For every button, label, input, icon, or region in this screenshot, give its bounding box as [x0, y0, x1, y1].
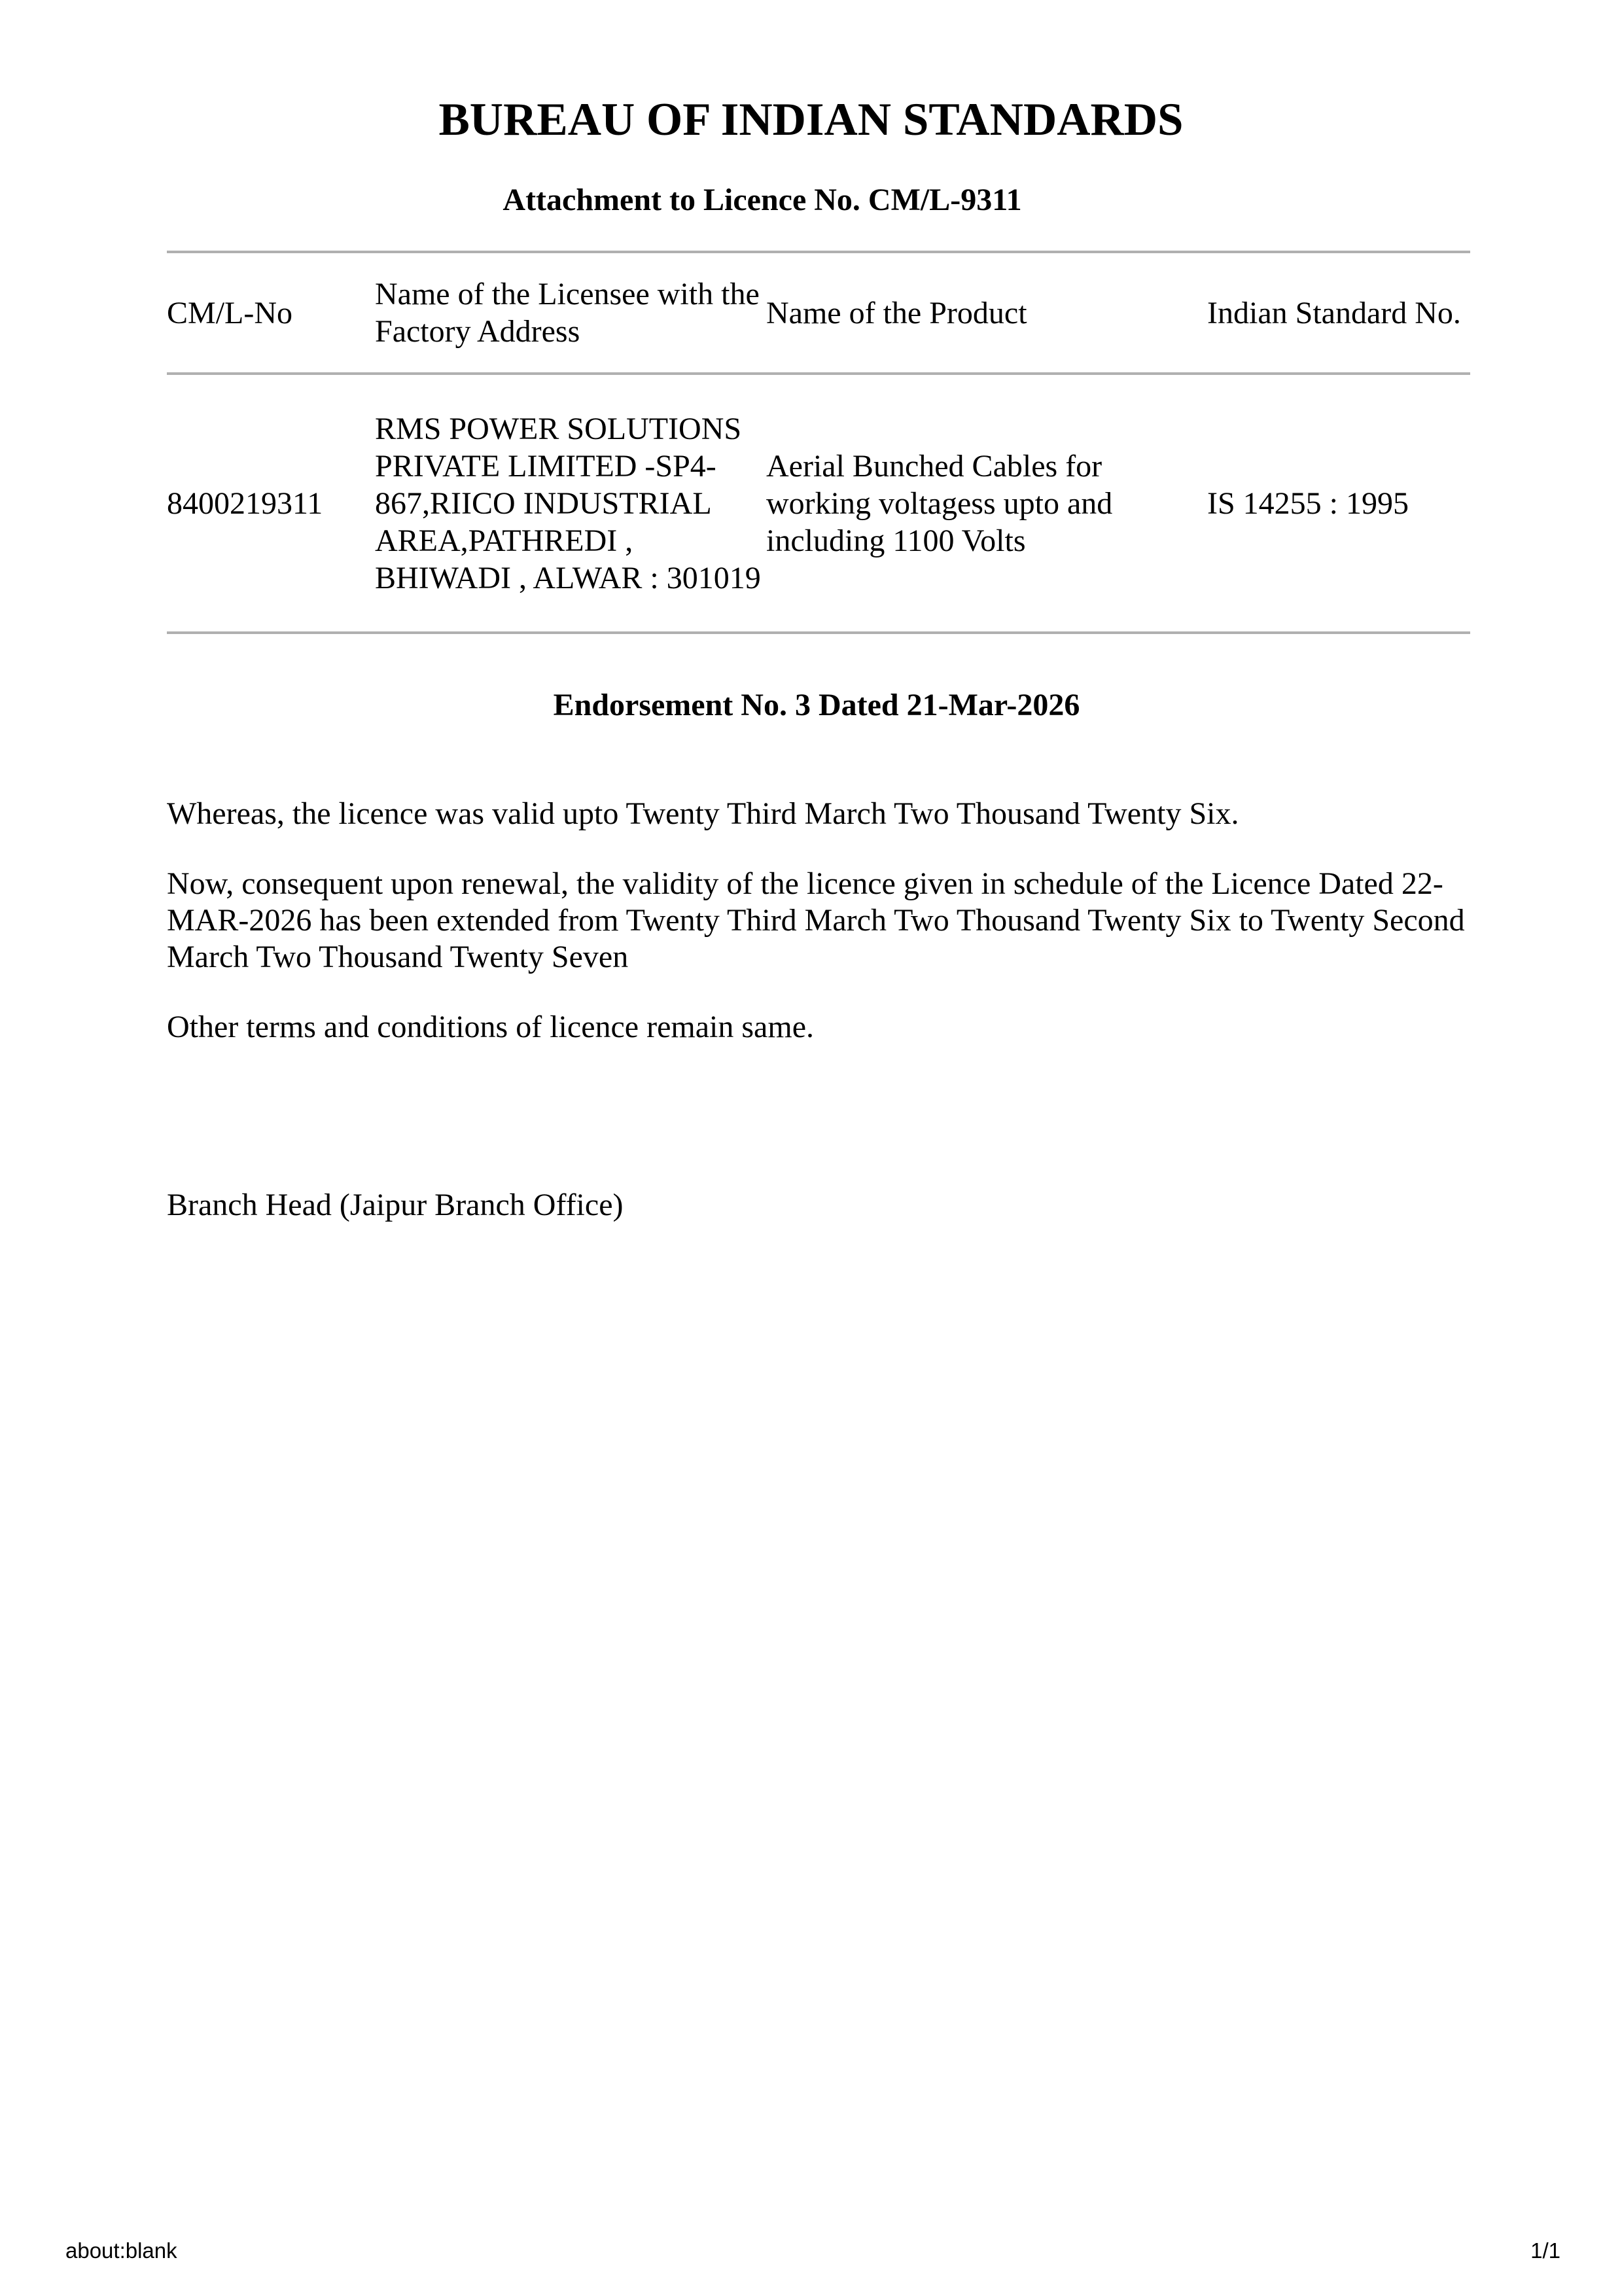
header-product: Name of the Product	[766, 252, 1207, 374]
footer-page-number: 1/1	[1530, 2238, 1560, 2263]
cell-cml-no: 8400219311	[167, 374, 375, 633]
signature-line: Branch Head (Jaipur Branch Office)	[167, 1188, 624, 1222]
endorsement-paragraph-validity: Whereas, the licence was valid upto Twenty Third March Two Thousand Twenty Six.	[167, 796, 1239, 831]
footer-url: about:blank	[65, 2238, 177, 2263]
licence-table-header	[167, 252, 1470, 374]
header-cml-no: CM/L-No	[167, 252, 375, 374]
header-licensee: Name of the Licensee with the Factory Address	[375, 252, 766, 374]
attachment-subtitle: Attachment to Licence No. CM/L-9311	[502, 183, 1022, 217]
endorsement-paragraph-renewal: Now, consequent upon renewal, the validity of the licence given in schedule of the Licence Dated 22-MAR-2026 has been extended from Twenty Third March Two Thousand Twenty Six to Twenty Second March Two Thousand Twenty Seven	[167, 866, 1465, 974]
endorsement-paragraph-terms: Other terms and conditions of licence remain same.	[167, 1010, 814, 1044]
table-row	[167, 374, 1470, 633]
header-standard: Indian Standard No.	[1207, 252, 1470, 374]
table-header-row	[167, 252, 1470, 374]
licence-table	[167, 251, 1470, 634]
cell-standard: IS 14255 : 1995	[1207, 374, 1470, 633]
cell-licensee: RMS POWER SOLUTIONS PRIVATE LIMITED -SP4-867,RIICO INDUSTRIAL AREA,PATHREDI , BHIWADI , ALWAR : 301019	[375, 374, 766, 633]
page-title: BUREAU OF INDIAN STANDARDS	[438, 94, 1184, 145]
cell-product: Aerial Bunched Cables for working voltagess upto and including 1100 Volts	[766, 374, 1207, 633]
endorsement-heading: Endorsement No. 3 Dated 21-Mar-2026	[553, 688, 1080, 722]
licence-table-body	[167, 374, 1470, 633]
